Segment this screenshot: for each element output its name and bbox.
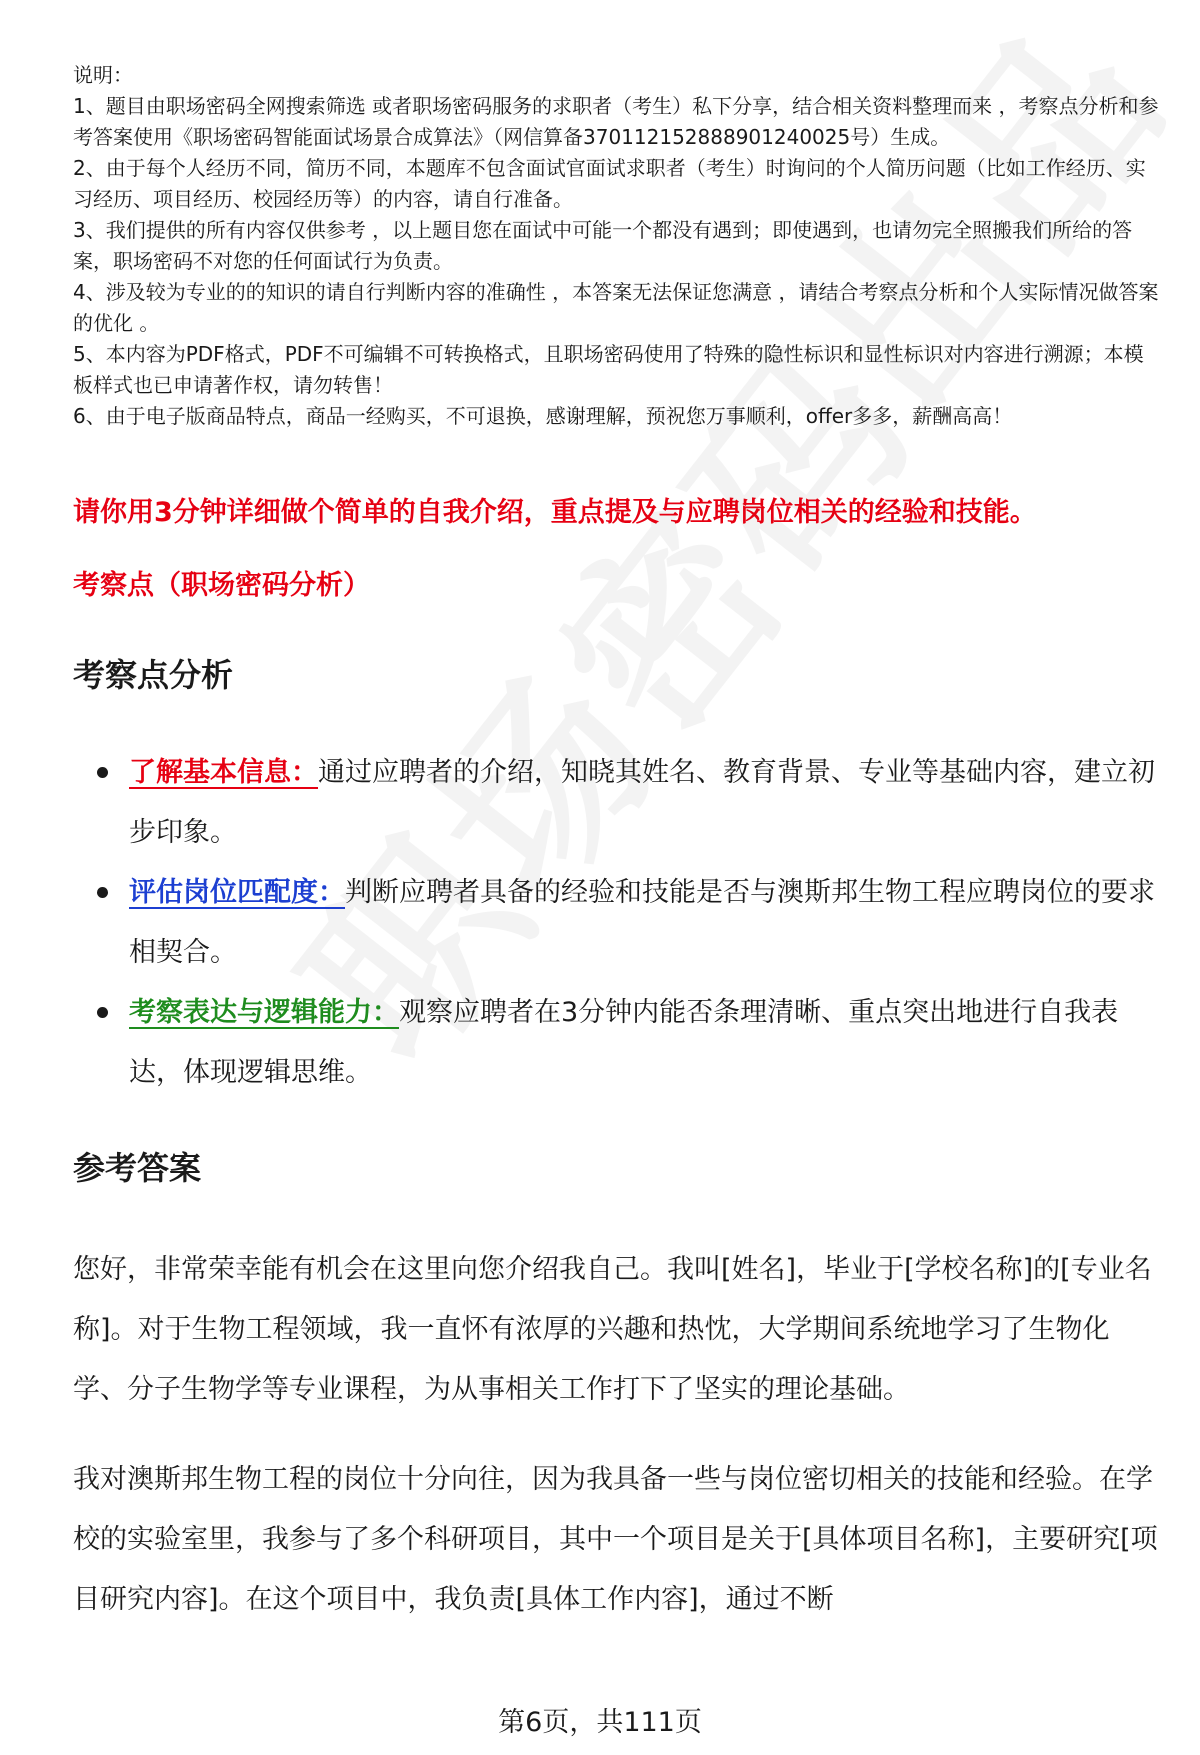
analysis-item [97,743,1167,863]
notes-title: 说明： [73,63,133,87]
answer-paragraph: 您好，非常荣幸能有机会在这里向您介绍我自己。我叫[姓名]，毕业于[学校名称]的[专业名称]。对于生物工程领域，我一直怀有浓厚的兴趣和热忱，大学期间系统地学习了生物化学、分子生物学等专业课程，为从事相关工作打下了坚实的理论基础。 [73,1254,1152,1405]
notes-block [73,60,1163,432]
page-number: 第6页，共111页 [498,1707,702,1738]
analysis-item [97,863,1167,983]
note-item: 1、题目由职场密码全网搜索筛选 或者职场密码服务的求职者（考生）私下分享，结合相关资料整理而来 ，考察点分析和参考答案使用《职场密码智能面试场景合成算法》（网信算备370112152888901240025号）生成。 [73,94,1159,149]
answer-heading: 参考答案 [73,1149,202,1187]
analysis-text: 判断应聘者具备的经验和技能是否与澳斯邦生物工程应聘岗位的要求相契合。 [129,877,1155,968]
analysis-text: 通过应聘者的介绍，知晓其姓名、教育背景、专业等基础内容，建立初步印象。 [129,757,1155,848]
note-item: 3、我们提供的所有内容仅供参考 ，以上题目您在面试中可能一个都没有遇到；即使遇到，也请勿完全照搬我们所给的答案，职场密码不对您的任何面试行为负责。 [73,218,1133,273]
analysis-subtitle: 考察点（职场密码分析） [73,570,370,601]
analysis-text: 观察应聘者在3分钟内能否条理清晰、重点突出地进行自我表达，体现逻辑思维。 [129,997,1119,1088]
answer-paragraph: 我对澳斯邦生物工程的岗位十分向往，因为我具备一些与岗位密切相关的技能和经验。在学校的实验室里，我参与了多个科研项目，其中一个项目是关于[具体项目名称]，主要研究[项目研究内容]。在这个项目中，我负责[具体工作内容]，通过不断 [73,1464,1158,1615]
analysis-list [97,743,1167,1103]
bullet-icon [97,887,108,898]
interview-question: 请你用3分钟详细做个简单的自我介绍，重点提及与应聘岗位相关的经验和技能。 [73,497,1037,528]
note-item: 5、本内容为PDF格式，PDF不可编辑不可转换格式，且职场密码使用了特殊的隐性标识和显性标识对内容进行溯源；本模板样式也已申请著作权，请勿转售！ [73,342,1144,397]
answer-body [73,1240,1163,1660]
analysis-key: 考察表达与逻辑能力： [129,997,399,1028]
analysis-key: 评估岗位匹配度： [129,877,345,908]
analysis-item [97,983,1167,1103]
note-item: 2、由于每个人经历不同，简历不同，本题库不包含面试官面试求职者（考生）时询问的个人简历问题（比如工作经历、实习经历、项目经历、校园经历等）的内容，请自行准备。 [73,156,1146,211]
analysis-key: 了解基本信息： [129,757,318,788]
analysis-heading: 考察点分析 [73,656,234,694]
bullet-icon [97,1007,108,1018]
note-item: 4、涉及较为专业的的知识的请自行判断内容的准确性 ，本答案无法保证您满意 ，请结合考察点分析和个人实际情况做答案的优化 。 [73,280,1159,335]
note-item: 6、由于电子版商品特点，商品一经购买，不可退换，感谢理解，预祝您万事顺利，offer多多，薪酬高高！ [73,404,1013,428]
bullet-icon [97,767,108,778]
